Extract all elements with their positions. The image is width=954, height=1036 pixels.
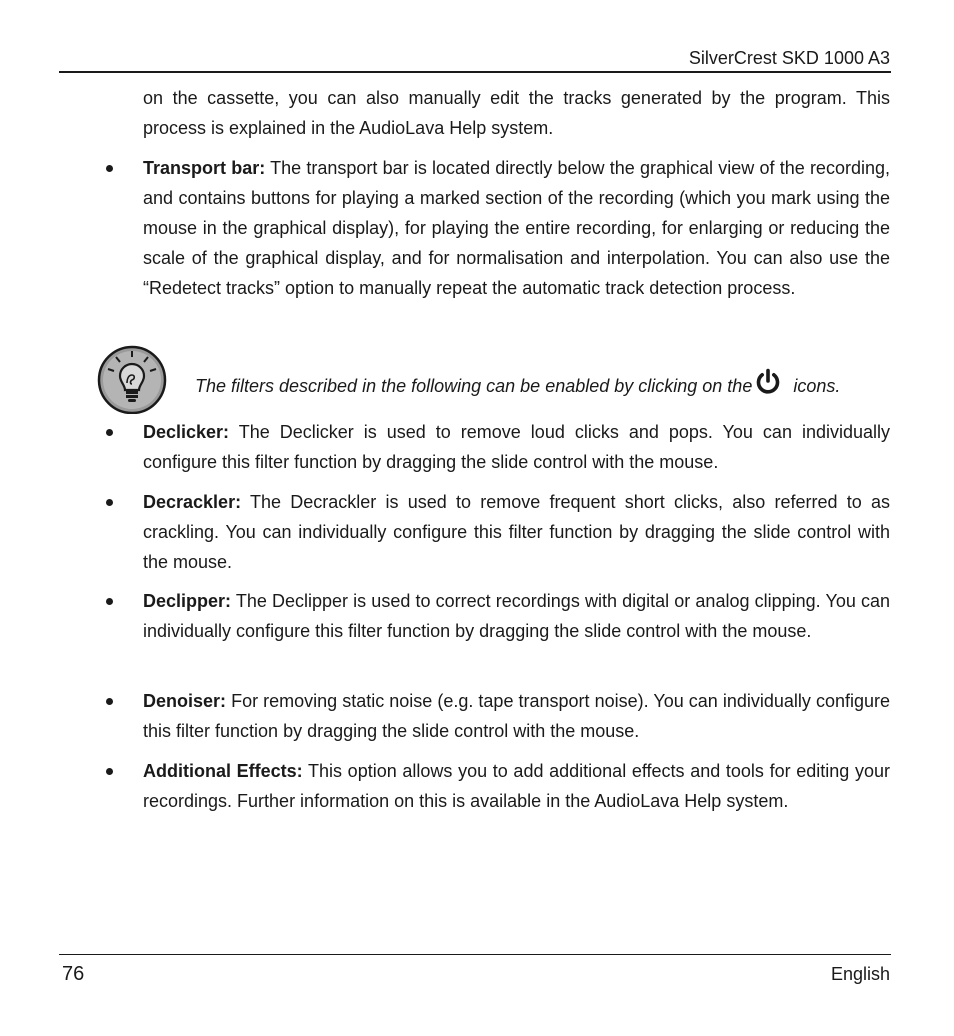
list-item-additional-effects [143, 756, 890, 816]
list-item-declipper [143, 586, 890, 646]
item-term: Decrackler: [143, 492, 242, 512]
header-title: SilverCrest SKD 1000 A3 [688, 48, 890, 68]
list-item-transport-bar [143, 153, 890, 303]
bullet-marker [106, 586, 118, 605]
bullet-marker [106, 756, 118, 775]
item-text: This option allows you to add additional effects and tools for editing your recordings. Further information on this is available in the AudioLava Help system. [143, 761, 890, 811]
item-text: The Declipper is used to correct recordings with digital or analog clipping. You can individually configure this filter function by dragging the slide control with the mouse. [143, 591, 890, 641]
bullet-marker [106, 417, 118, 436]
list-item-decrackler [143, 487, 890, 577]
intro-paragraph: on the cassette, you can also manually edit the tracks generated by the program. This process is explained in the AudioLava Help system. [143, 88, 890, 138]
item-term: Denoiser: [143, 691, 227, 711]
list-item-denoiser [143, 686, 890, 746]
item-text: For removing static noise (e.g. tape transport noise). You can individually configure this filter function by dragging the slide control with the mouse. [143, 691, 890, 741]
bullet-marker [106, 153, 118, 172]
footer-language: English [830, 964, 890, 984]
item-term: Declicker: [143, 422, 230, 442]
note-text [195, 368, 895, 401]
list-item-declicker [143, 417, 890, 477]
power-icon [754, 368, 782, 396]
lightbulb-icon [96, 342, 168, 414]
item-term: Transport bar: [143, 158, 266, 178]
footer-rule [59, 954, 891, 955]
header-rule [59, 71, 891, 73]
note-text-before: The filters described in the following can be enabled by clicking on the [195, 376, 753, 396]
item-term: Declipper: [143, 591, 232, 611]
item-text: The Declicker is used to remove loud clicks and pops. You can individually configure this filter function by dragging the slide control with the mouse. [143, 422, 890, 472]
page-number: 76 [62, 963, 85, 985]
bullet-marker [106, 686, 118, 705]
note-text-after: icons. [788, 376, 841, 396]
item-term: Additional Effects: [143, 761, 303, 781]
bullet-marker [106, 487, 118, 506]
item-text: The transport bar is located directly below the graphical view of the recording, and contains buttons for playing a marked section of the recording (which you mark using the mouse in the graphical display), for playing the entire recording, for enlarging or reducing the scale of the graphical display, and for normalisation and interpolation. You can also use the “Redetect tracks” option to manually repeat the automatic track detection process. [143, 158, 890, 298]
item-text: The Decrackler is used to remove frequent short clicks, also referred to as crackling. You can individually configure this filter function by dragging the slide control with the mouse. [143, 492, 890, 572]
